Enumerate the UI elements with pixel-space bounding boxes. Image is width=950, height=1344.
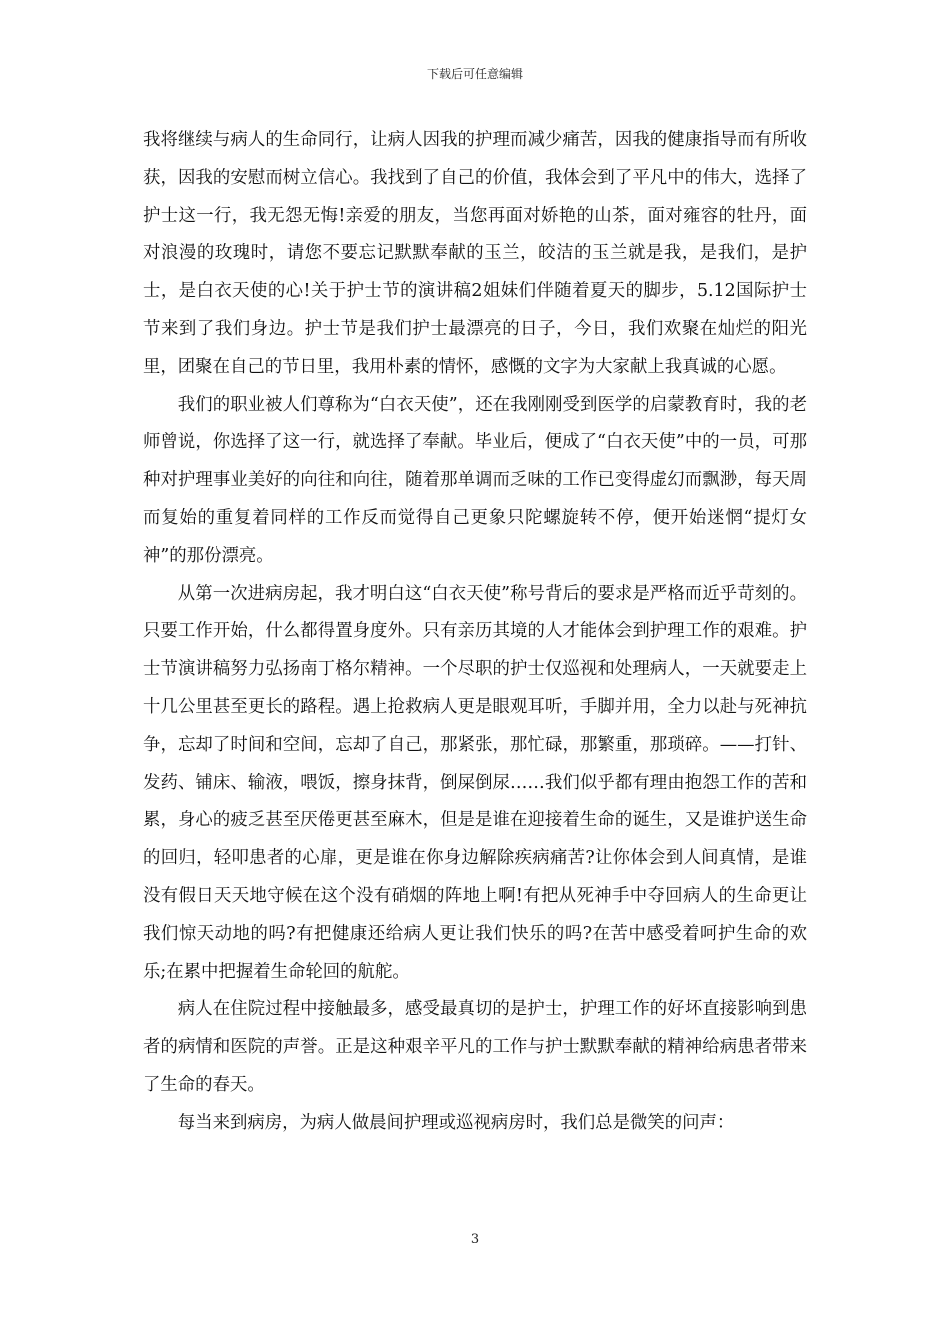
page-number: 3 (470, 1232, 480, 1247)
paragraph-4: 病人在住院过程中接触最多，感受最真切的是护士，护理工作的好坏直接影响到患者的病情和医院的声誉。正是这种艰辛平凡的工作与护士默默奉献的精神给病患者带来了生命的春天。 (143, 999, 807, 1095)
paragraph-2: 我们的职业被人们尊称为“白衣天使”，还在我刚刚受到医学的启蒙教育时，我的老师曾说，你选择了这一行，就选择了奉献。毕业后，便成了“白衣天使”中的一员，可那种对护理事业美好的向往和向往，随着那单调而乏味的工作已变得虚幻而飘渺，每天周而复始的重复着同样的工作反而觉得自己更象只陀螺旋转不停，便开始迷惘“提灯女神”的那份漂亮。 (143, 394, 807, 566)
paragraph-3: 从第一次进病房起，我才明白这“白衣天使”称号背后的要求是严格而近乎苛刻的。只要工作开始，什么都得置身度外。只有亲历其境的人才能体会到护理工作的艰难。护士节演讲稿努力弘扬南丁格尔精神。一个尽职的护士仅巡视和处理病人，一天就要走上十几公里甚至更长的路程。遇上抢救病人更是眼观耳听，手脚并用，全力以赴与死神抗争，忘却了时间和空间，忘却了自己，那紧张，那忙碌，那繁重，那琐碎。——打针、发药、铺床、输液，喂饭，擦身抹背，倒屎倒尿……我们似乎都有理由抱怨工作的苦和累，身心的疲乏甚至厌倦更甚至麻木，但是是谁在迎接着生命的诞生，又是谁护送生命的回归，轻叩患者的心扉，更是谁在你身边解除疾病痛苦?让你体会到人间真情，是谁没有假日天天地守候在这个没有硝烟的阵地上啊!有把从死神手中夺回病人的生命更让我们惊天动地的吗?有把健康还给病人更让我们快乐的吗?在苦中感受着呵护生命的欢乐;在累中把握着生命轮回的航舵。 (143, 583, 807, 982)
paragraph-5: 每当来到病房，为病人做晨间护理或巡视病房时，我们总是微笑的问声： (177, 1112, 735, 1133)
paragraph-1: 我将继续与病人的生命同行，让病人因我的护理而减少痛苦，因我的健康指导而有所收获，因我的安慰而树立信心。我找到了自己的价值，我体会到了平凡中的伟大，选择了护士这一行，我无怨无悔!亲爱的朋友，当您再面对娇艳的山茶，面对雍容的牡丹，面对浪漫的玫瑰时，请您不要忘记默默奉献的玉兰，皎洁的玉兰就是我，是我们，是护士，是白衣天使的心!关于护士节的演讲稿2姐妹们伴随着夏天的脚步，5.12国际护士节来到了我们身边。护士节是我们护士最漂亮的日子，今日，我们欢聚在灿烂的阳光里，团聚在自己的节日里，我用朴素的情怀，感慨的文字为大家献上我真诚的心愿。 (143, 130, 807, 377)
page-header: 下载后可任意编辑 (426, 67, 523, 81)
document-body (143, 122, 807, 1143)
